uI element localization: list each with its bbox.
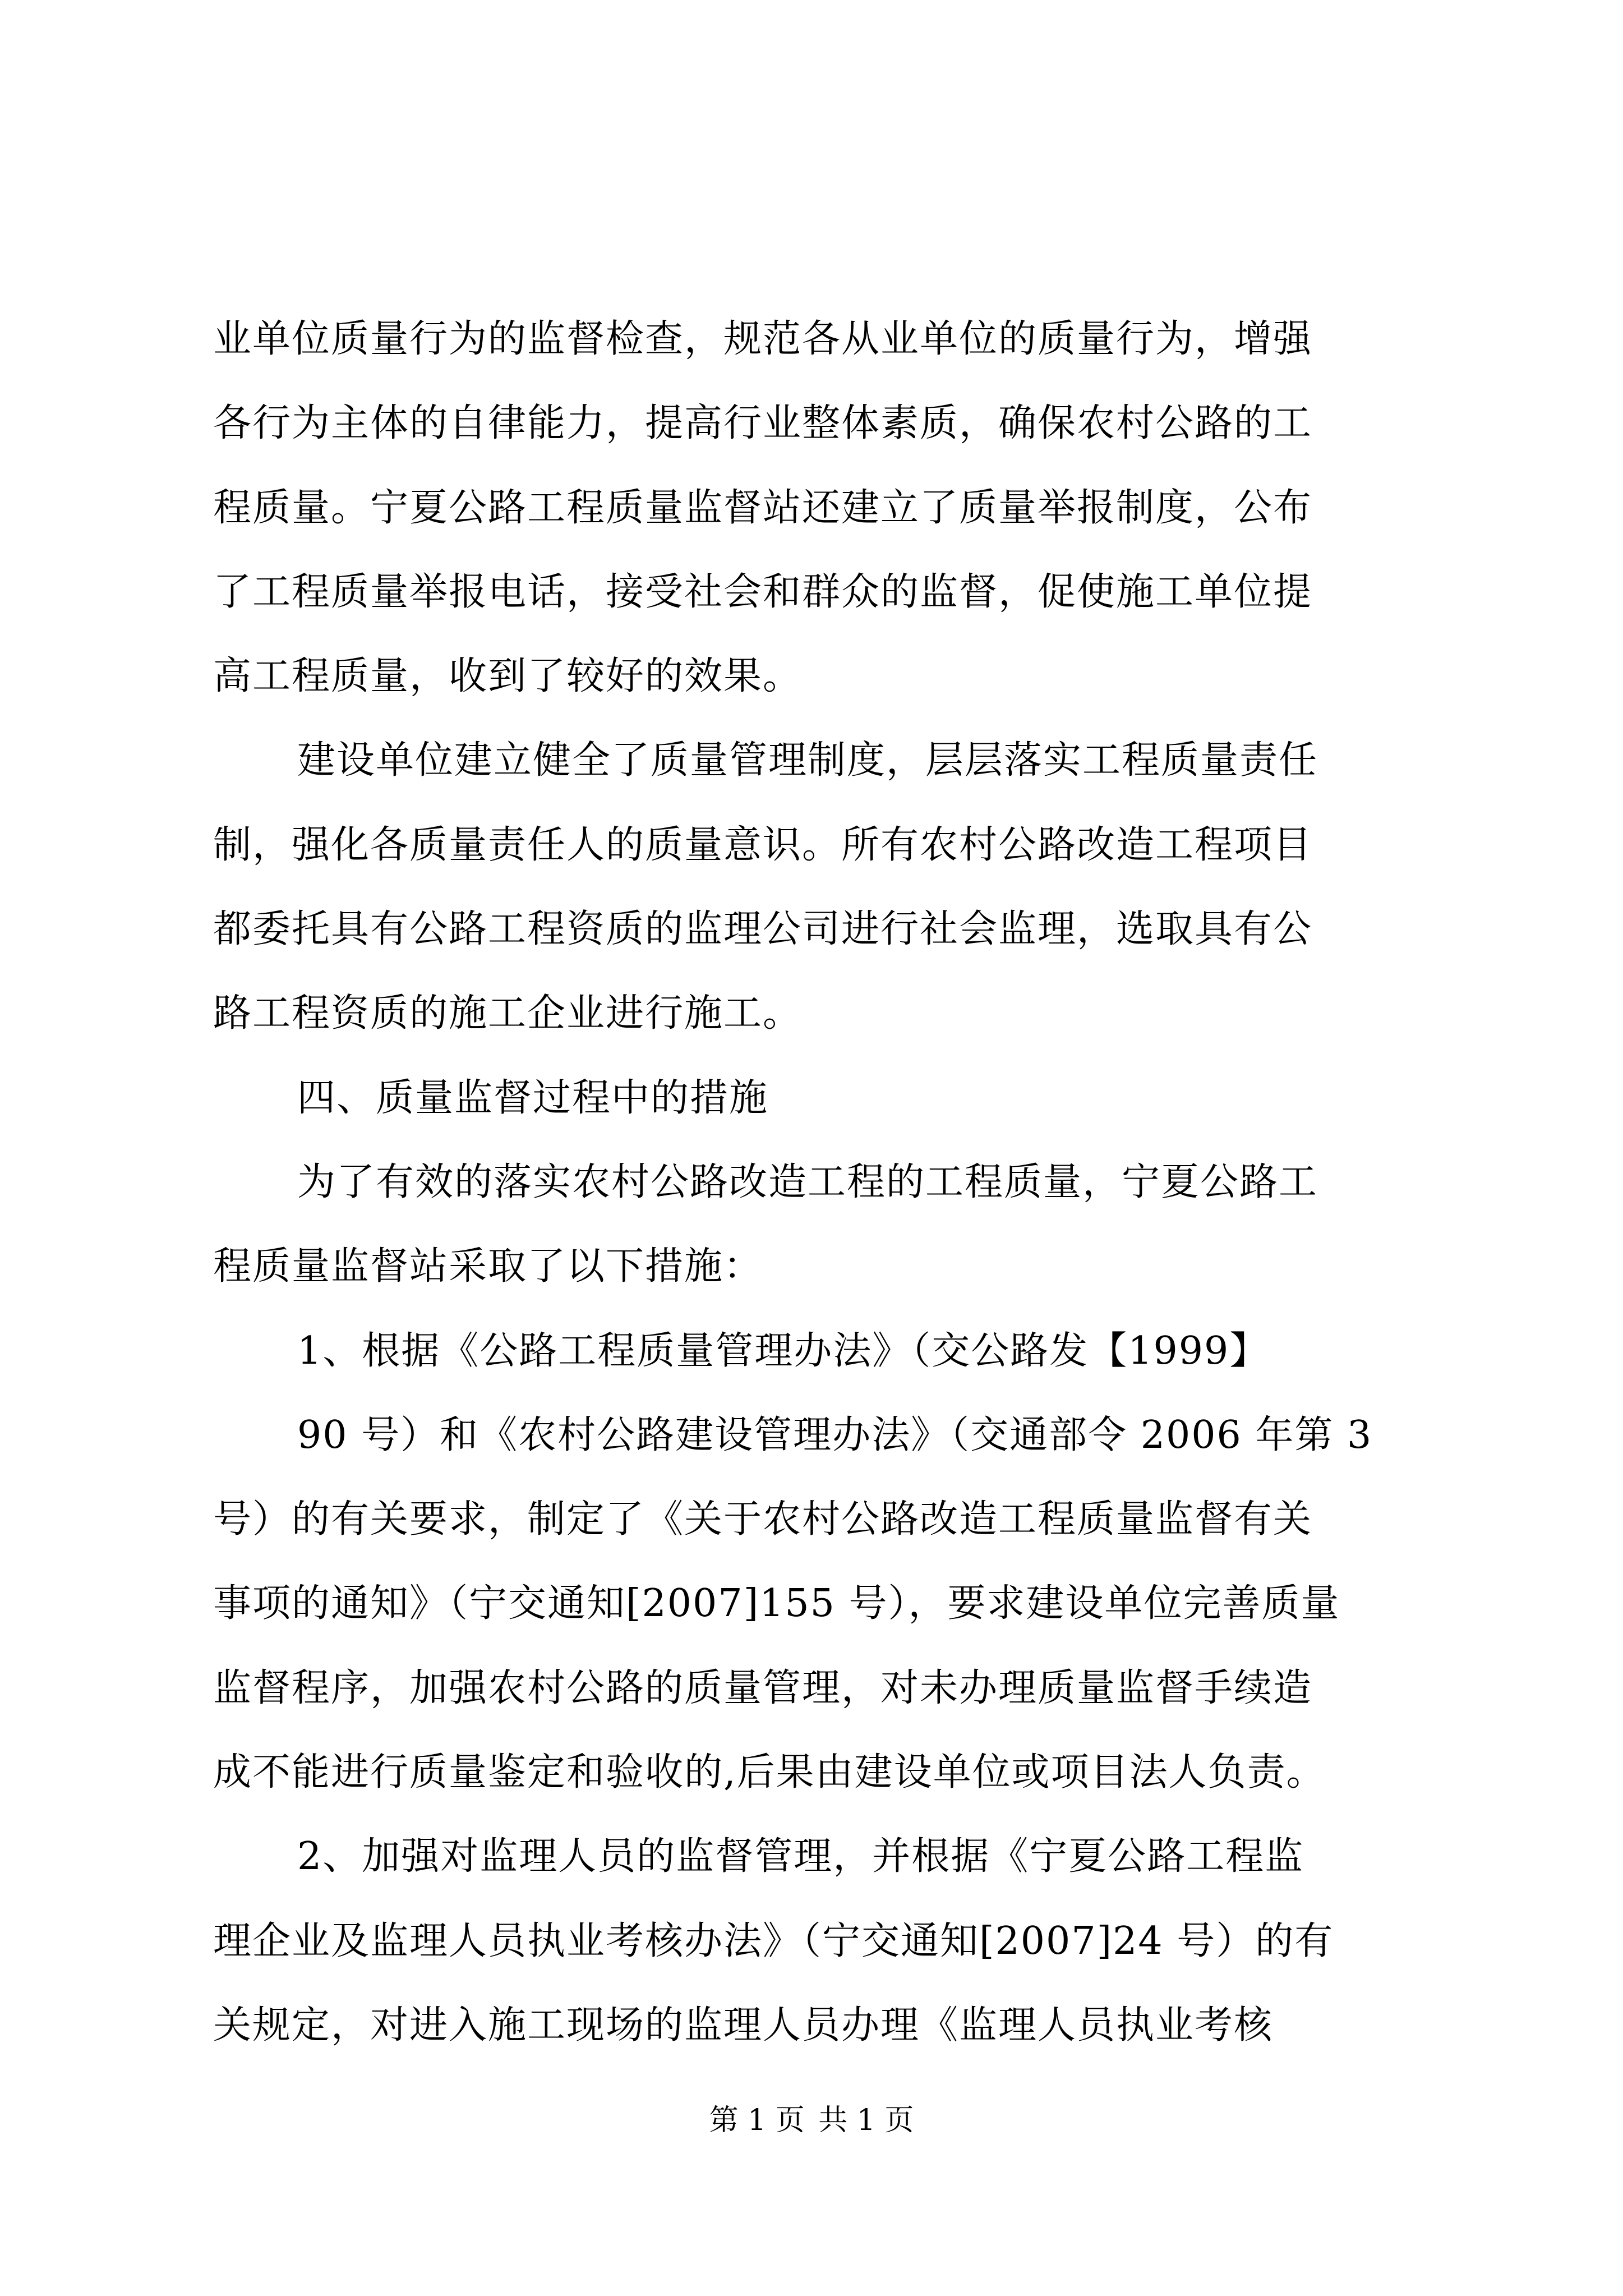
page-footer [0, 2101, 1623, 2140]
section-heading: 四、质量监督过程中的措施 [297, 1075, 769, 1120]
text-line: 各行为主体的自律能力，提高行业整体素质，确保农村公路的工 [213, 401, 1313, 446]
text-line: 监督程序，加强农村公路的质量管理，对未办理质量监督手续造 [213, 1665, 1313, 1710]
text-line: 了工程质量举报电话，接受社会和群众的监督，促使施工单位提 [213, 569, 1313, 614]
text-line: 关规定，对进入施工现场的监理人员办理《监理人员执业考核 [213, 2003, 1274, 2047]
text-line: 2、加强对监理人员的监督管理，并根据《宁夏公路工程监 [297, 1834, 1304, 1879]
text-line: 号）的有关要求，制定了《关于农村公路改造工程质量监督有关 [213, 1497, 1313, 1542]
text-line: 90 号）和《农村公路建设管理办法》（交通部令 2006 年第 3 [297, 1412, 1373, 1457]
text-line: 都委托具有公路工程资质的监理公司进行社会监理，选取具有公 [213, 907, 1313, 952]
document-body [213, 297, 1419, 2068]
text-line: 1、根据《公路工程质量管理办法》（交公路发【1999】 [297, 1328, 1269, 1373]
text-line: 建设单位建立健全了质量管理制度，层层落实工程质量责任 [297, 738, 1318, 783]
page-number: 第 1 页 [709, 2104, 805, 2137]
text-line: 成不能进行质量鉴定和验收的,后果由建设单位或项目法人负责。 [213, 1750, 1326, 1795]
text-line: 业单位质量行为的监督检查，规范各从业单位的质量行为，增强 [213, 317, 1313, 361]
text-line: 为了有效的落实农村公路改造工程的工程质量，宁夏公路工 [297, 1159, 1318, 1204]
text-line: 程质量监督站采取了以下措施： [213, 1244, 763, 1289]
text-line: 制，强化各质量责任人的质量意识。所有农村公路改造工程项目 [213, 822, 1313, 867]
text-line: 高工程质量，收到了较好的效果。 [213, 654, 803, 699]
text-line: 理企业及监理人员执业考核办法》（宁交通知[2007]24 号）的有 [213, 1918, 1334, 1963]
text-line: 事项的通知》（宁交通知[2007]155 号），要求建设单位完善质量 [213, 1581, 1340, 1626]
page-total: 共 1 页 [818, 2104, 914, 2137]
text-line: 路工程资质的施工企业进行施工。 [213, 991, 803, 1036]
text-line: 程质量。宁夏公路工程质量监督站还建立了质量举报制度，公布 [213, 485, 1313, 530]
